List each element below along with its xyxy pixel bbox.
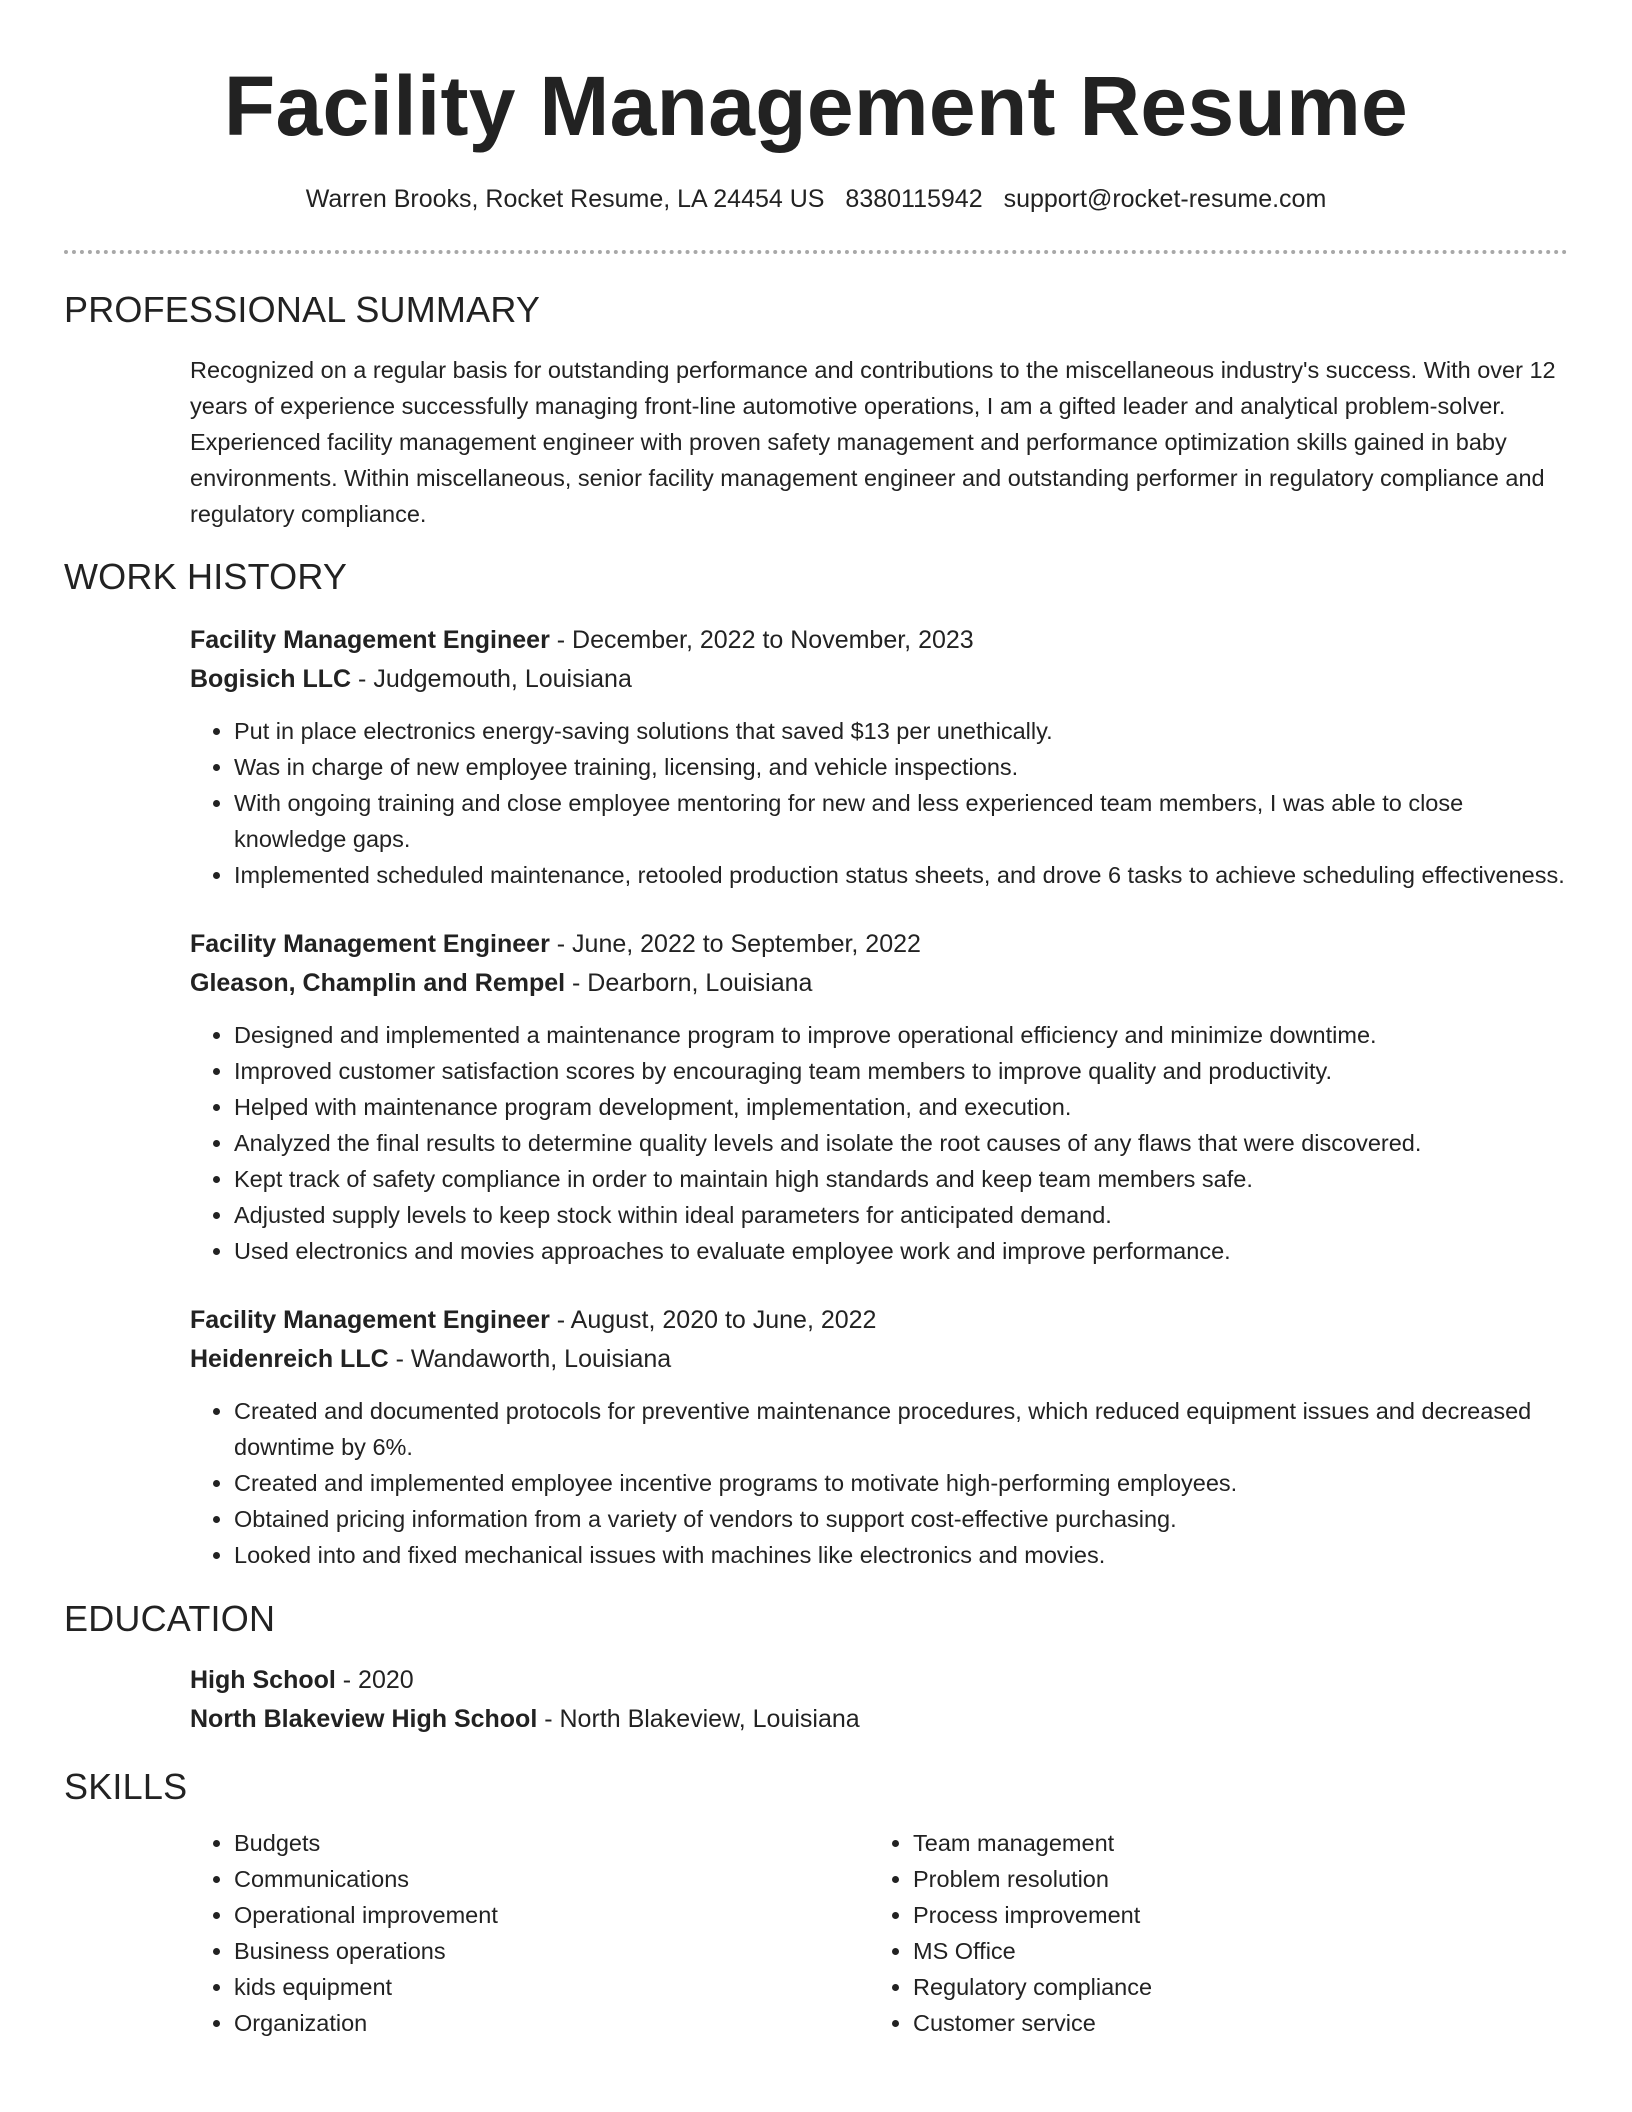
list-item: • Helped with maintenance program development, implementation, and execution. [234,1089,1568,1125]
education-degree-line [190,1661,1568,1700]
work-history-section [0,555,1632,1573]
job-dates: - August, 2020 to June, 2022 [549,1306,877,1334]
list-item: • Adjusted supply levels to keep stock within ideal parameters for anticipated demand. [234,1197,1568,1233]
education-location: - North Blakeview, Louisiana [537,1705,860,1733]
skills-grid [190,1825,1568,2041]
job-bullets [190,1393,1568,1573]
job-location: - Wandaworth, Louisiana [388,1345,672,1373]
list-item: • Implemented scheduled maintenance, retooled production status sheets, and drove 6 tasks to achieve scheduling effectiveness. [234,857,1568,893]
list-item: • Created and implemented employee incentive programs to motivate high-performing employees. [234,1465,1568,1501]
header-divider [64,250,1568,254]
job-title-line [190,621,1568,660]
education-heading: EDUCATION [64,1598,276,1639]
skill-item: • Organization [234,2005,869,2041]
list-item: • Improved customer satisfaction scores by encouraging team members to improve quality and productivity. [234,1053,1568,1089]
job-location: - Judgemouth, Louisiana [351,665,632,693]
list-item: • Used electronics and movies approaches to evaluate employee work and improve performance. [234,1233,1568,1269]
list-item: • Put in place electronics energy-saving solutions that saved $13 per unethically. [234,713,1568,749]
job-dates: - June, 2022 to September, 2022 [549,930,921,958]
list-item: • Designed and implemented a maintenance program to improve operational efficiency and minimize downtime. [234,1017,1568,1053]
job-company: Bogisich LLC [190,665,352,693]
contact-line [0,182,1632,216]
contact-address: Warren Brooks, Rocket Resume, LA 24454 US [305,185,825,213]
skill-item: • Process improvement [913,1897,1548,1933]
job-company-line [190,964,1568,1003]
skill-item: • Operational improvement [234,1897,869,1933]
job-title: Facility Management Engineer [190,626,550,654]
job-bullets [190,713,1568,893]
skills-column-left [190,1825,869,2041]
job-bullets [190,1017,1568,1269]
education-section [0,1597,1632,1739]
list-item: • Looked into and fixed mechanical issues with machines like electronics and movies. [234,1537,1568,1573]
job-entry [190,621,1568,893]
list-item: • Created and documented protocols for preventive maintenance procedures, which reduced equipment issues and decreased downtime by 6%. [234,1393,1568,1465]
resume-title: Facility Management Resume [223,59,1409,153]
list-item: • Was in charge of new employee training, licensing, and vehicle inspections. [234,749,1568,785]
contact-phone: 8380115942 [845,185,983,213]
list-item: • With ongoing training and close employee mentoring for new and less experienced team members, I was able to close knowledge gaps. [234,785,1568,857]
skills-column-right [869,1825,1548,2041]
job-title-line [190,925,1568,964]
skill-item: • MS Office [913,1933,1548,1969]
job-company-line [190,1340,1568,1379]
job-company-line [190,660,1568,699]
job-location: - Dearborn, Louisiana [565,969,813,997]
education-year: - 2020 [335,1666,414,1694]
job-title: Facility Management Engineer [190,930,550,958]
job-title: Facility Management Engineer [190,1306,550,1334]
job-company: Gleason, Champlin and Rempel [190,969,566,997]
summary-heading: PROFESSIONAL SUMMARY [64,289,541,330]
list-item: • Kept track of safety compliance in order to maintain high standards and keep team members safe. [234,1161,1568,1197]
list-item: • Analyzed the final results to determine quality levels and isolate the root causes of any flaws that were discovered. [234,1125,1568,1161]
job-entry [190,1301,1568,1573]
education-degree: High School [190,1666,336,1694]
skill-item: • Communications [234,1861,869,1897]
skill-item: • Business operations [234,1933,869,1969]
summary-section [0,288,1632,532]
summary-text: Recognized on a regular basis for outstanding performance and contributions to the miscellaneous industry's success. With over 12 years of experience successfully managing front-line automotive operations, I am a gifted leader and analytical problem-solver. Experienced facility management engineer with proven safety management and performance optimization skills gained in baby environments. Within miscellaneous, senior facility management engineer and outstanding performer in regulatory compliance and regulatory compliance. [190,357,1556,527]
job-dates: - December, 2022 to November, 2023 [549,626,974,654]
education-school-line [190,1700,1568,1739]
skill-item: • Team management [913,1825,1548,1861]
list-item: • Obtained pricing information from a variety of vendors to support cost-effective purchasing. [234,1501,1568,1537]
skill-item: • Budgets [234,1825,869,1861]
skill-item: • Regulatory compliance [913,1969,1548,2005]
education-school: North Blakeview High School [190,1705,538,1733]
skills-heading: SKILLS [64,1766,188,1807]
job-title-line [190,1301,1568,1340]
skills-section [0,1765,1632,2041]
skill-item: • Problem resolution [913,1861,1548,1897]
skill-item: • Customer service [913,2005,1548,2041]
job-entry [190,925,1568,1269]
contact-email[interactable]: support@rocket-resume.com [1003,185,1327,213]
job-company: Heidenreich LLC [190,1345,389,1373]
skill-item: • kids equipment [234,1969,869,2005]
work-history-heading: WORK HISTORY [64,556,348,597]
